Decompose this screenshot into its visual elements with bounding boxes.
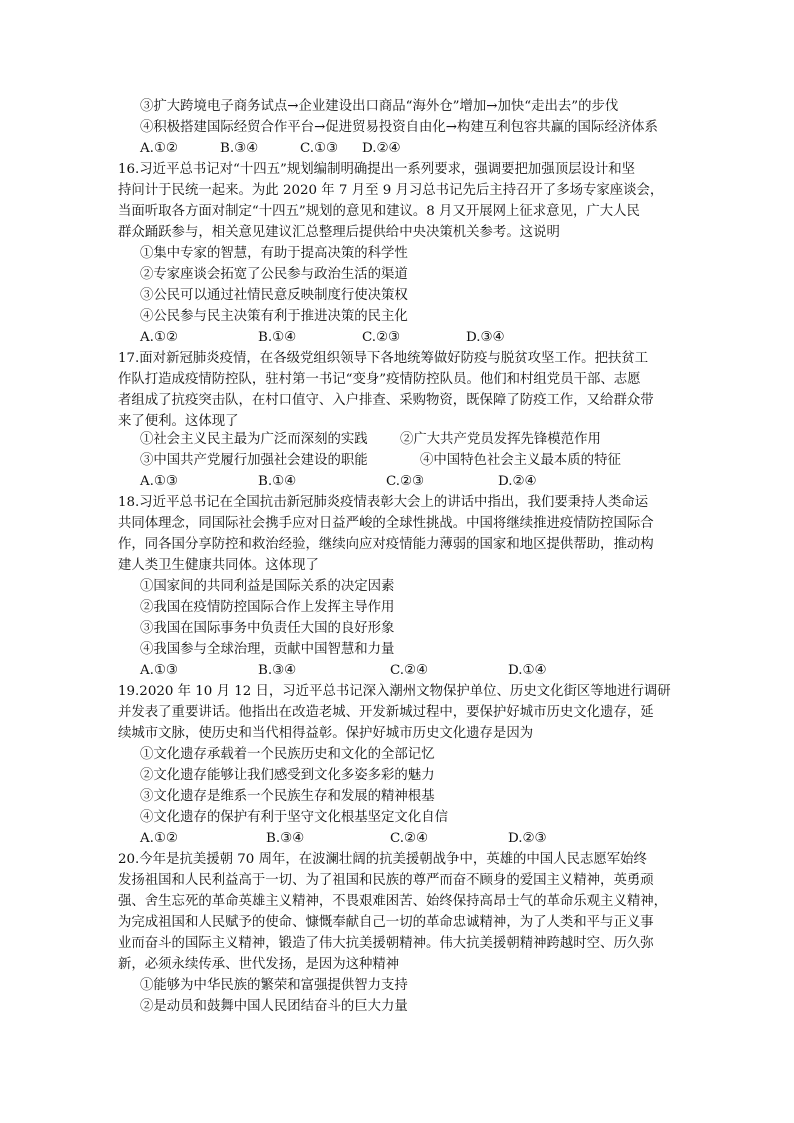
- q19-item-4: ④文化遗存的保护有利于坚守文化根基坚定文化自信: [140, 810, 448, 825]
- q17-stem-line: 17.面对新冠肺炎疫情，在各级党组织领导下各地统筹做好防疫与脱贫攻坚工作。把扶贫工: [118, 351, 649, 366]
- q20-item-2: ②是动员和鼓舞中国人民团结奋斗的巨大力量: [140, 999, 408, 1014]
- q15-answer-b: B.③④: [220, 141, 259, 156]
- q20-stem-line: 业而奋斗的国际主义精神，锻造了伟大抗美援朝精神。伟大抗美援朝精神跨越时空、历久弥: [118, 936, 654, 951]
- q17-answer-c: C.②③: [386, 474, 425, 489]
- q20-item-1: ①能够为中华民族的繁荣和富强提供智力支持: [140, 978, 408, 993]
- q18-item-2: ②我国在疫情防控国际合作上发挥主导作用: [140, 600, 395, 615]
- q20-stem-line: 强、舍生忘死的革命英雄主义精神，不畏艰难困苦、始终保持高昂士气的革命乐观主义精神，: [118, 894, 668, 909]
- q19-item-2: ②文化遗存能够让我们感受到文化多姿多彩的魅力: [140, 768, 435, 783]
- q19-answer-b: B.③④: [266, 831, 305, 846]
- q18-answer-b: B.③④: [258, 663, 297, 678]
- q18-answer-c: C.②④: [390, 663, 429, 678]
- q15-item-3: ③扩大跨境电子商务试点→企业建设出口商品“海外仓”增加→加快“走出去”的步伐: [140, 99, 619, 114]
- q17-answer-b: B.①④: [258, 474, 297, 489]
- q16-answer-a: A.①②: [140, 330, 178, 345]
- q16-stem-line: 16.习近平总书记对“十四五”规划编制明确提出一系列要求，强调要把加强顶层设计和坚: [118, 162, 636, 177]
- q18-stem-line: 共同体理念，同国际社会携手应对日益严峻的全球性挑战。中国将继续推进疫情防控国际合: [118, 516, 654, 531]
- q19-stem-line: 续城市文脉，使历史和当代相得益彰。保护好城市历史文化遗存是因为: [118, 726, 534, 741]
- q20-stem-line: 为完成祖国和人民赋予的使命、慷慨奉献自己一切的革命忠诚精神，为了人类和平与正义事: [118, 915, 654, 930]
- q19-stem-line: 并发表了重要讲话。他指出在改造老城、开发新城过程中，要保护好城市历史文化遗存，延: [118, 705, 654, 720]
- q17-answer-d: D.②④: [498, 474, 537, 489]
- q19-answer-a: A.①②: [140, 831, 178, 846]
- q18-item-4: ④我国参与全球治理，贡献中国智慧和力量: [140, 642, 395, 657]
- q17-stem-line: 来了便利。这体现了: [118, 414, 239, 429]
- q16-answer-d: D.③④: [466, 330, 505, 345]
- q20-stem-line: 20.今年是抗美援朝 70 周年，在波澜壮阔的抗美援朝战争中，英雄的中国人民志愿军始终: [118, 852, 647, 867]
- q17-item-2: ②广大共产党员发挥先锋模范作用: [400, 432, 601, 447]
- q16-stem-line: 当面听取各方面对制定“十四五”规划的意见和建议。8 月又开展网上征求意见，广大人民: [118, 204, 640, 219]
- q20-stem-line: 发扬祖国和人民利益高于一切、为了祖国和民族的尊严而奋不顾身的爱国主义精神，英勇顽: [118, 873, 654, 888]
- q16-answer-b: B.①④: [258, 330, 297, 345]
- q18-stem-line: 18.习近平总书记在全国抗击新冠肺炎疫情表彰大会上的讲话中指出，我们要秉持人类命运: [118, 495, 649, 510]
- q17-stem-line: 作队打造成疫情防控队，驻村第一书记“变身”疫情防控队员。他们和村组党员干部、志愿: [118, 372, 641, 387]
- q15-item-4: ④积极搭建国际经贸合作平台→促进贸易投资自由化→构建互利包容共赢的国际经济体系: [140, 120, 658, 135]
- q17-item-3: ③中国共产党履行加强社会建设的职能: [140, 453, 368, 468]
- q19-answer-d: D.②③: [508, 831, 547, 846]
- q17-item-4: ④中国特色社会主义最本质的特征: [420, 453, 621, 468]
- q17-stem-line: 者组成了抗疫突击队，在村口值守、入户排查、采购物资，既保障了防疫工作，又给群众带: [118, 393, 654, 408]
- q19-answer-c: C.②④: [390, 831, 429, 846]
- q16-item-2: ②专家座谈会拓宽了公民参与政治生活的渠道: [140, 267, 408, 282]
- q16-item-3: ③公民可以通过社情民意反映制度行使决策权: [140, 288, 408, 303]
- q15-answer-c: C.①③: [300, 141, 339, 156]
- q15-answer-d: D.②④: [362, 141, 401, 156]
- q19-item-3: ③文化遗存是维系一个民族生存和发展的精神根基: [140, 789, 435, 804]
- q20-stem-line: 新，必须永续传承、世代发扬，是因为这种精神: [118, 957, 400, 972]
- q18-stem-line: 建人类卫生健康共同体。这体现了: [118, 558, 319, 573]
- q19-stem-line: 19.2020 年 10 月 12 日，习近平总书记深入潮州文物保护单位、历史文化街区等地进行调研: [118, 684, 671, 699]
- q18-answer-a: A.①③: [140, 663, 178, 678]
- q16-stem-line: 群众踊跃参与，相关意见建议汇总整理后提供给中央决策机关参考。这说明: [118, 225, 560, 240]
- q17-answer-a: A.①③: [140, 474, 178, 489]
- q18-item-1: ①国家间的共同利益是国际关系的决定因素: [140, 579, 395, 594]
- q18-stem-line: 作，同各国分享防控和救治经验，继续向应对疫情能力薄弱的国家和地区提供帮助，推动构: [118, 537, 654, 552]
- q16-item-4: ④公民参与民主决策有利于推进决策的民主化: [140, 309, 408, 324]
- q16-answer-c: C.②③: [362, 330, 401, 345]
- q18-item-3: ③我国在国际事务中负责任大国的良好形象: [140, 621, 395, 636]
- q17-item-1: ①社会主义民主最为广泛而深刻的实践: [140, 432, 368, 447]
- q16-stem-line: 持问计于民统一起来。为此 2020 年 7 月至 9 月习总书记先后主持召开了多场专家座谈会，: [118, 183, 664, 198]
- q19-item-1: ①文化遗存承载着一个民族历史和文化的全部记忆: [140, 747, 435, 762]
- q15-answer-a: A.①②: [140, 141, 178, 156]
- q16-item-1: ①集中专家的智慧，有助于提高决策的科学性: [140, 246, 408, 261]
- q18-answer-d: D.①④: [508, 663, 547, 678]
